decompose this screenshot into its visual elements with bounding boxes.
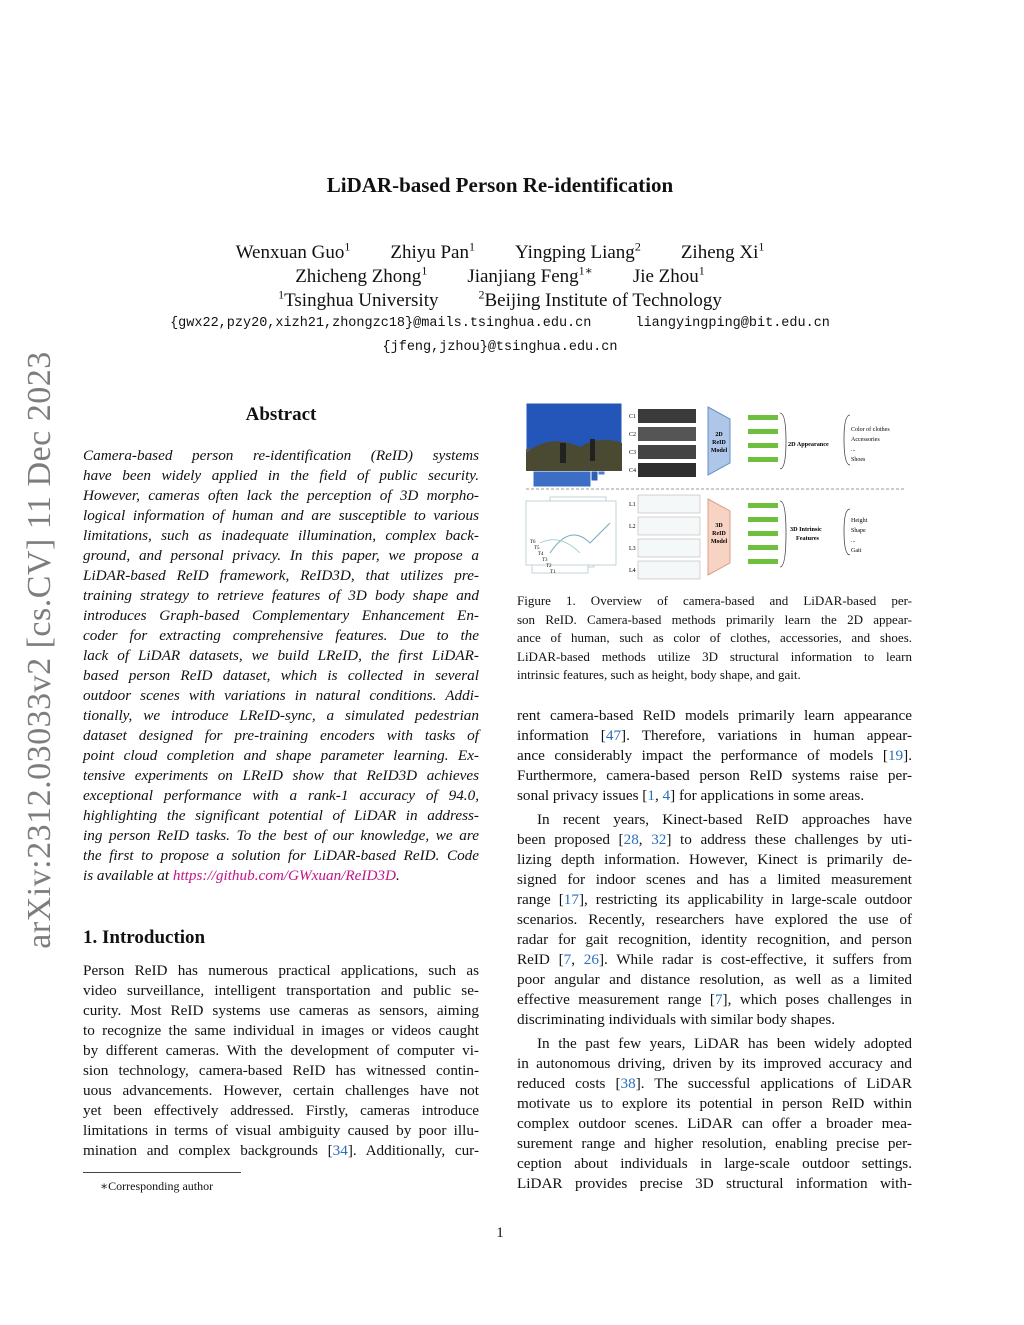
body-line: [517, 850, 912, 870]
body-text: ] to address these challenges by uti-: [666, 831, 913, 848]
body-text: effective measurement range [: [517, 991, 715, 1008]
author-name-text: Zhicheng Zhong: [295, 266, 422, 288]
author-affiliation-mark: 1∗: [578, 264, 593, 278]
model-3d-label-1: 3D: [715, 523, 723, 529]
author-name: [295, 266, 427, 287]
intro-line: uous advancements. However, certain challenges have not: [83, 1082, 479, 1099]
abstract-line: highlighting the significant potential of LiDAR in address-: [83, 807, 479, 824]
abstract-line: Camera-based person re-identification (ReID) systems: [83, 447, 479, 464]
brace-appearance: [844, 415, 850, 465]
camera-image-stack: [526, 403, 622, 487]
body-line: [517, 1114, 912, 1134]
body-line: [517, 746, 912, 766]
camera-label-c1: C1: [629, 414, 637, 420]
intrinsic-item-3: ...: [851, 538, 856, 544]
body-text: ], which poses challenges in: [722, 991, 912, 1008]
author-affiliation-mark: 1: [758, 240, 765, 254]
figure-1-diagram: [520, 403, 912, 585]
affiliation-mark: 2: [478, 288, 485, 302]
body-line: [517, 1010, 912, 1030]
camera-label-c2: C2: [629, 432, 637, 438]
author-name: [515, 242, 641, 263]
email-tsinghua-group: {gwx22,pzy20,xizh21,zhongzc18}@mails.tsinghua.edu.cn: [170, 316, 592, 331]
abstract-body: [83, 446, 479, 886]
body-text: in autonomous driving, driven by its improved accuracy and: [517, 1055, 912, 1072]
model-2d-label-3: Model: [710, 448, 728, 454]
intro-line: by different cameras. With the development of computer vi-: [83, 1042, 479, 1059]
intro-line: yet been effectively addressed. Firstly, cameras introduce: [83, 1102, 479, 1119]
body-text: ]. While radar is cost-effective, it suffers from: [598, 951, 912, 968]
body-text: In recent years, Kinect-based ReID approaches have: [537, 811, 912, 828]
abstract-line: ground, and personal privacy. In this paper, we propose a: [83, 547, 479, 564]
figure-1: [520, 403, 912, 585]
abstract-line: the first to propose a solution for LiDAR-based ReID. Code: [83, 847, 479, 864]
intrinsic-label-2: Features: [796, 535, 819, 542]
body-line: [517, 786, 912, 806]
code-link[interactable]: https://github.com/GWxuan/ReID3D: [172, 867, 396, 884]
citation-separator: ,: [571, 951, 584, 968]
paper-title: LiDAR-based Person Re-identification: [326, 173, 674, 197]
citation-separator: ,: [654, 787, 663, 804]
frame-label-t5: T5: [534, 546, 540, 551]
author-name-text: Jianjiang Feng: [467, 266, 579, 288]
abstract-line: dataset designed for pre-training encoders with tasks of: [83, 727, 479, 744]
introduction-heading: 1. Introduction: [83, 927, 206, 948]
email-row-1: [0, 316, 1000, 331]
affiliations: [0, 288, 1000, 312]
body-text: ].: [903, 747, 912, 764]
feature-bars-2d: [748, 415, 778, 462]
body-line: [517, 726, 912, 746]
body-line: [517, 1054, 912, 1074]
model-2d-label-1: 2D: [715, 432, 723, 438]
author-name-text: Yingping Liang: [515, 242, 635, 264]
body-text: ] for applications in some areas.: [670, 787, 865, 804]
author-name-text: Jie Zhou: [632, 266, 699, 288]
abstract-line: exceptional performance with a rank-1 accuracy of 94.0,: [83, 787, 479, 804]
intro-line: Person ReID has numerous practical applications, such as: [83, 962, 479, 979]
intro-line: limitations in terms of visual ambiguity caused by poor illu-: [83, 1122, 479, 1139]
caption-line: LiDAR-based methods utilize 3D structural information to learn: [517, 648, 912, 664]
body-line: [517, 1134, 912, 1154]
frame-label-t2: T2: [546, 564, 552, 569]
body-text: information [: [517, 727, 606, 744]
body-line: [517, 1174, 912, 1194]
abstract-line: ing person ReID tasks. To the best of our knowledge, we are: [83, 827, 479, 844]
author-name: [390, 242, 475, 263]
body-line: [517, 1074, 912, 1094]
camera-label-c4: C4: [629, 468, 637, 474]
frame-label-t6: T6: [530, 540, 536, 545]
body-text: ReID [: [517, 951, 564, 968]
author-affiliation-mark: 1: [344, 240, 351, 254]
abstract-line: [83, 866, 479, 886]
figure-1-caption: [517, 592, 912, 685]
intro-line: sion technology, camera-based ReID has witnessed contin-: [83, 1062, 479, 1079]
right-column-para-1: [517, 706, 912, 806]
appearance-item-1: Color of clothes: [851, 427, 890, 433]
lidar-label-l2: L2: [629, 524, 636, 530]
body-text: motivate us to explore its potential in person ReID within: [517, 1095, 912, 1112]
affiliation: [278, 290, 438, 311]
right-column-para-2: [517, 810, 912, 1030]
body-text: range [: [517, 891, 564, 908]
body-text: LiDAR provides precise 3D structural information with-: [517, 1175, 912, 1192]
body-text: discriminating individuals with similar body shapes.: [517, 1011, 836, 1028]
intrinsic-label-1: 3D Intrinsic: [790, 526, 822, 533]
body-text: sonal privacy issues [: [517, 787, 648, 804]
body-line: [517, 830, 912, 850]
abstract-line: have been widely applied in the field of public security.: [83, 467, 479, 484]
body-line: [517, 1034, 912, 1054]
body-line: [517, 1154, 912, 1174]
abstract-line: logical information of human and are susceptible to various: [83, 507, 479, 524]
author-affiliation-mark: 2: [634, 240, 641, 254]
body-text: In the past few years, LiDAR has been widely adopted: [537, 1035, 912, 1052]
model-3d-label-3: Model: [710, 539, 728, 545]
authors-row-1: [0, 240, 1000, 264]
brace-2d: [780, 413, 786, 469]
intro-line: curity. Most ReID systems use cameras as sensors, aiming: [83, 1002, 479, 1019]
abstract-line: limitations, such as inadequate illumination, complex back-: [83, 527, 479, 544]
abstract-line: tionally, we introduce LReID-sync, a simulated pedestrian: [83, 707, 479, 724]
citation-link[interactable]: 17: [563, 891, 579, 908]
abstract-line: based person ReID dataset, which is collected in several: [83, 667, 479, 684]
caption-line: Figure 1. Overview of camera-based and LiDAR-based per-: [517, 593, 912, 608]
caption-line: ance of human, such as color of clothes, accessories, and shoes.: [517, 630, 912, 645]
model-3d-shape: [708, 499, 730, 575]
author-name: [236, 242, 351, 263]
abstract-line: coder for extracting comprehensive features. Due to the: [83, 627, 479, 644]
citation-link[interactable]: 1: [647, 787, 655, 804]
body-text: poor angular and distance resolution, as well as a limited: [517, 971, 912, 988]
citation-link[interactable]: 19: [887, 747, 904, 764]
frame-label-t3: T3: [542, 558, 548, 563]
author-name: [633, 266, 705, 287]
arxiv-id: arXiv:2312.03033v2 [cs.CV] 11 Dec 2023: [21, 351, 58, 949]
body-line: [517, 970, 912, 990]
abstract-code-prefix: is available at: [83, 867, 173, 884]
body-line: [517, 890, 912, 910]
body-text: scenarios. Recently, researchers have explored the use of: [517, 911, 912, 928]
arxiv-stamp: [20, 350, 60, 950]
caption-line: son ReID. Camera-based methods primarily learn the 2D appear-: [517, 611, 912, 627]
body-text: ance considerably impact the performance of models [: [517, 747, 888, 764]
citation-link[interactable]: 4: [662, 787, 671, 804]
abstract-line: lack of LiDAR datasets, we build LReID, the first LiDAR-: [83, 647, 479, 664]
abstract-line: training strategy to retrieve features of 3D body shape and: [83, 587, 479, 604]
abstract-code-suffix: .: [396, 867, 400, 884]
frame-label-t1: T1: [550, 570, 556, 575]
body-text: Furthermore, camera-based person ReID systems raise per-: [517, 767, 912, 784]
author-name: [681, 242, 765, 263]
body-text: reduced costs [: [517, 1075, 621, 1092]
lidar-frame-stack: [526, 497, 616, 575]
camera-crops: [629, 409, 696, 477]
body-text: lizing depth information. However, Kinect is primarily de-: [517, 851, 912, 868]
right-column-para-3: [517, 1034, 912, 1194]
abstract-line: tensive experiments on LReID show that ReID3D achieves: [83, 767, 479, 784]
lidar-label-l1: L1: [629, 502, 636, 508]
model-3d-label-2: ReID: [712, 531, 726, 537]
feature-bars-3d: [748, 503, 778, 564]
citation-link[interactable]: 7: [714, 991, 723, 1008]
body-line: [517, 766, 912, 786]
author-name-text: Wenxuan Guo: [235, 242, 345, 264]
body-text: been proposed [: [517, 831, 624, 848]
camera-label-c3: C3: [629, 450, 637, 456]
citation-link[interactable]: 32: [651, 831, 667, 848]
body-line: [517, 990, 912, 1010]
intro-line: to recognize the same individual in images or videos caught: [83, 1022, 479, 1039]
intro-line-prefix: mination and complex backgrounds [: [83, 1142, 333, 1159]
citation-link[interactable]: 38: [620, 1075, 636, 1092]
citation-link[interactable]: 47: [605, 727, 622, 744]
author-name-text: Ziheng Xi: [680, 242, 759, 264]
affiliation-name: Tsinghua University: [284, 290, 439, 312]
citation-link[interactable]: 28: [623, 831, 639, 848]
citation-link[interactable]: 26: [583, 951, 599, 968]
intro-line-suffix: ]. Additionally, cur-: [347, 1142, 479, 1159]
lidar-label-l3: L3: [629, 546, 636, 552]
abstract-line: However, cameras often lack the perception of 3D morpho-: [83, 487, 479, 504]
model-2d-label-2: ReID: [712, 440, 726, 446]
footnote-rule: [83, 1172, 241, 1173]
introduction-body: [83, 961, 479, 1161]
citation-link[interactable]: 7: [563, 951, 572, 968]
brace-3d: [780, 501, 786, 567]
appearance-item-4: Shoes: [851, 457, 866, 463]
body-text: ception about individuals in large-scale outdoor settings.: [517, 1155, 912, 1172]
lidar-crops: [629, 495, 700, 579]
body-text: signed for indoor scenes and has a limited measurement: [517, 871, 912, 888]
body-text: ], restricting its applicability in large-scale outdoor: [578, 891, 912, 908]
appearance-item-3: ...: [851, 447, 856, 453]
appearance-label: 2D Appearance: [788, 441, 829, 448]
body-text: ]. The successful applications of LiDAR: [635, 1075, 912, 1092]
citation-separator: ,: [638, 831, 652, 848]
intro-line: video surveillance, intelligent transportation and public se-: [83, 982, 479, 999]
author-name-text: Zhiyu Pan: [390, 242, 469, 264]
abstract-line: LiDAR-based ReID framework, ReID3D, that utilizes pre-: [83, 567, 479, 584]
body-text: ]. Therefore, variations in human appear-: [621, 727, 912, 744]
author-affiliation-mark: 1: [698, 264, 705, 278]
author-name: [467, 266, 593, 287]
body-text: complex outdoor scenes. LiDAR can offer a broader mea-: [517, 1115, 912, 1132]
body-line: [517, 870, 912, 890]
lidar-label-l4: L4: [629, 568, 636, 574]
author-affiliation-mark: 1: [469, 240, 475, 254]
brace-intrinsic: [844, 509, 850, 555]
affiliation: [478, 290, 721, 311]
email-row-2: [0, 340, 1000, 355]
body-text: surement range and higher resolution, enabling precise per-: [517, 1135, 912, 1152]
body-line: [517, 706, 912, 726]
caption-line: intrinsic features, such as height, body shape, and gait.: [517, 667, 801, 682]
affiliation-name: Beijing Institute of Technology: [484, 290, 722, 312]
footnote: ∗Corresponding author: [100, 1179, 214, 1193]
appearance-item-2: Accessories: [851, 437, 880, 443]
intro-line: [83, 1141, 479, 1161]
intrinsic-item-4: Gait: [851, 548, 862, 554]
abstract-line: outdoor scenes with variations in natural conditions. Addi-: [83, 687, 479, 704]
body-text: radar for gait recognition, identity recognition, and person: [517, 931, 912, 948]
affiliation-mark: 1: [278, 288, 285, 302]
citation-link[interactable]: 34: [332, 1142, 348, 1159]
abstract-line: introduces Graph-based Complementary Enhancement En-: [83, 607, 479, 624]
email-faculty: {jfeng,jzhou}@tsinghua.edu.cn: [382, 340, 618, 355]
body-line: [517, 950, 912, 970]
intrinsic-item-1: Height: [851, 518, 868, 524]
intrinsic-item-2: Shape: [851, 528, 866, 534]
abstract-heading: Abstract: [245, 404, 317, 425]
body-line: [517, 810, 912, 830]
body-line: [517, 910, 912, 930]
authors-row-2: [0, 264, 1000, 288]
body-line: [517, 930, 912, 950]
page-number: 1: [496, 1225, 504, 1241]
body-line: [517, 1094, 912, 1114]
email-bit: liangyingping@bit.edu.cn: [635, 316, 830, 331]
abstract-line: point cloud completion and shape parameter learning. Ex-: [83, 747, 479, 764]
frame-label-t4: T4: [538, 552, 544, 557]
body-text: rent camera-based ReID models primarily learn appearance: [517, 707, 912, 724]
author-affiliation-mark: 1: [421, 264, 428, 278]
